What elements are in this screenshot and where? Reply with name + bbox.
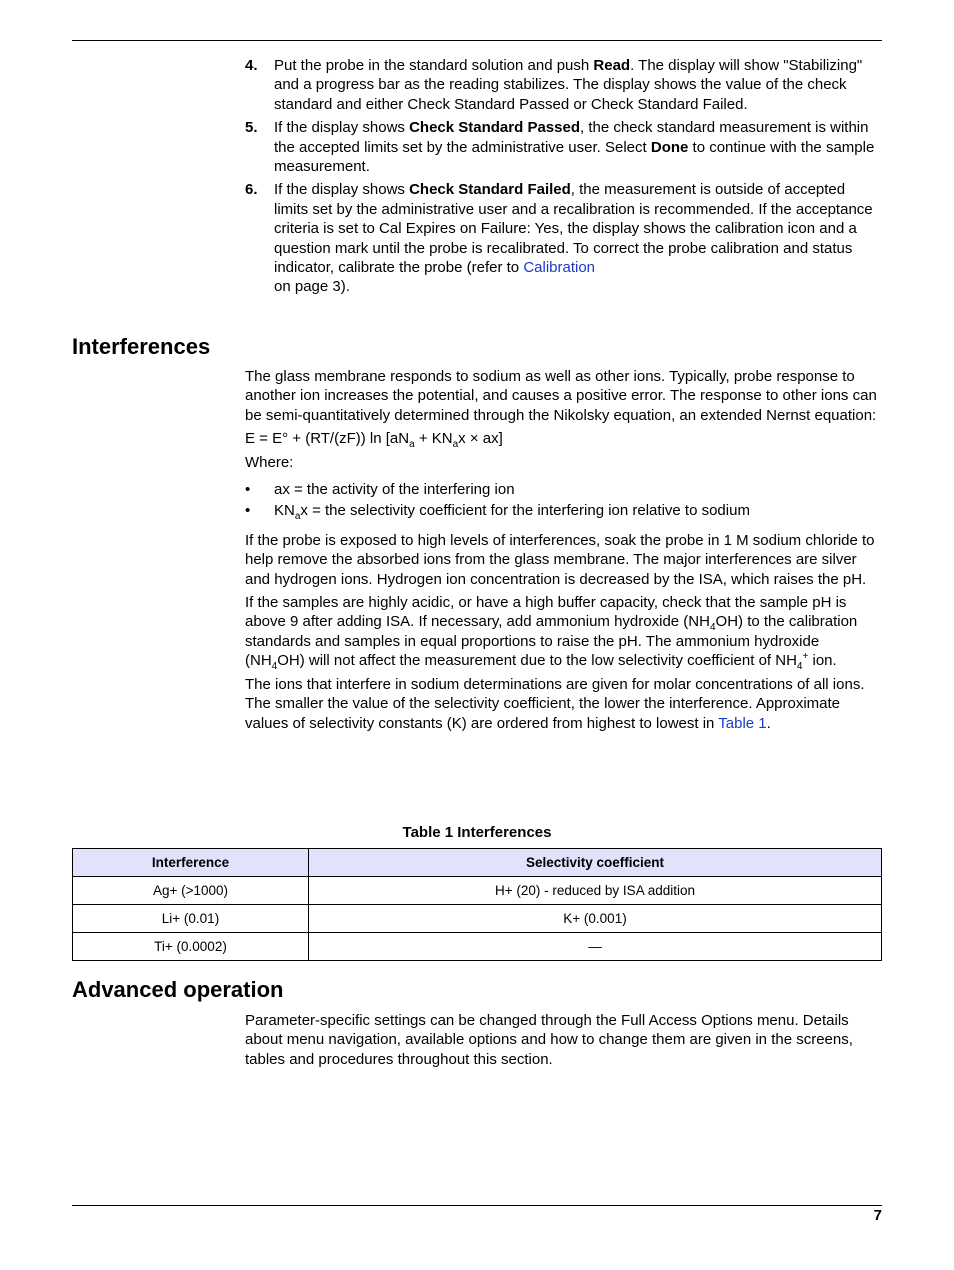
footer-rule (72, 1205, 882, 1206)
step-number: 4. (245, 57, 258, 74)
advanced-operation-body (245, 1011, 882, 1073)
calibration-link[interactable]: Calibration (523, 259, 596, 277)
page-number: 7 (873, 1207, 882, 1224)
nikolsky-equation: E = E° + (RT/(zF)) $\ln [aN_a + KN_ax \times ax]$ (245, 430, 503, 451)
table-cell: Li+ (0.01) (73, 905, 309, 933)
bullet-icon: • (245, 481, 251, 499)
step-number: 6. (245, 181, 258, 199)
column-header: Interference (73, 849, 309, 877)
table-caption: Table 1 Interferences (402, 824, 552, 841)
table-row (73, 877, 882, 905)
table-cell: K+ (0.001) (309, 905, 882, 933)
step-number: 5. (245, 119, 258, 137)
interferences-body (245, 367, 882, 737)
bullet-icon: • (245, 502, 251, 520)
table-cell: Ti+ (0.0002) (73, 933, 309, 961)
table-header-row (73, 849, 882, 877)
advanced-operation-heading: Advanced operation (72, 977, 284, 1002)
paragraph: If the probe is exposed to high levels of interferences, soak the probe in 1 M sodium chloride to help remove the absorbed ions from the glass membrane. The major interferences are silver and hydrogen ions. Hydrogen ion concentration is decreased by the ISA, which raises the pH. (245, 531, 875, 588)
procedure-steps (245, 56, 882, 301)
paragraph: The ions that interfere in sodium determinations are given for molar concentrations of all ions. The smaller the value of the selectivity coefficient, the lower the interference. Approximate values of selectivity constants (K) are ordered from highest to lowest in Table 1. (245, 675, 865, 732)
interferences-table (72, 848, 882, 961)
table-cell: H+ (20) - reduced by ISA addition (309, 877, 882, 905)
table-row (73, 933, 882, 961)
interferences-heading: Interferences (72, 334, 211, 359)
table-cell: Ag+ (>1000) (73, 877, 309, 905)
step-6: 6. If the display shows Check Standard Failed, the measurement is outside of accepted limits set by the administrative user and a recalibration is recommended. If the acceptance criteria is set to Cal Expires on Failure: Yes, the display shows the calibration icon and a question mark until the probe is recalibrated. To correct the probe calibration and status indicator, calibrate the probe (refer to Calibration on page 3). (245, 181, 873, 296)
table-1-link[interactable]: Table 1 (718, 714, 767, 732)
column-header: Selectivity coefficient (309, 849, 882, 877)
step-5: 5. If the display shows Check Standard Passed, the check standard measurement is within the accepted limits set by the administrative user. Select Done to continue with the sample measurement. (245, 119, 875, 176)
list-item: • ax = the activity of the interfering ion (245, 481, 515, 499)
table-cell: — (309, 933, 882, 961)
list-item: • $KN_ax$ = the selectivity coefficient for the interfering ion relative to sodium (245, 502, 750, 523)
paragraph: Parameter-specific settings can be changed through the Full Access Options menu. Details about menu navigation, available options and how to change them are given in the screens, tables and procedures throughout this section. (245, 1012, 853, 1068)
paragraph: If the samples are highly acidic, or have a high buffer capacity, check that the sample pH is above 9 after adding ISA. If necessary, add ammonium hydroxide $(NH_4OH)$ to the calibration standards and samples in equal proportions to raise the pH. The ammonium hydroxide $(NH_4OH)$ will not affect the measurement due to the low selectivity coefficient of $NH_4^+$ ion. (245, 594, 858, 673)
header-rule (72, 40, 882, 41)
paragraph: The glass membrane responds to sodium as well as other ions. Typically, probe response to another ion increases the potential, and causes a positive error. The response to other ions can be semi-quantitatively determined through the Nikolsky equation, an extended Nernst equation: (245, 368, 877, 424)
where-label: Where: (245, 453, 294, 471)
variable-list (245, 480, 882, 521)
step-4: 4. Put the probe in the standard solution and push Read. The display will show "Stabilizing" and a progress bar as the reading stabilizes. The display shows the value of the check standard and either Check Standard Passed or Check Standard Failed. (245, 57, 863, 113)
table-row (73, 905, 882, 933)
